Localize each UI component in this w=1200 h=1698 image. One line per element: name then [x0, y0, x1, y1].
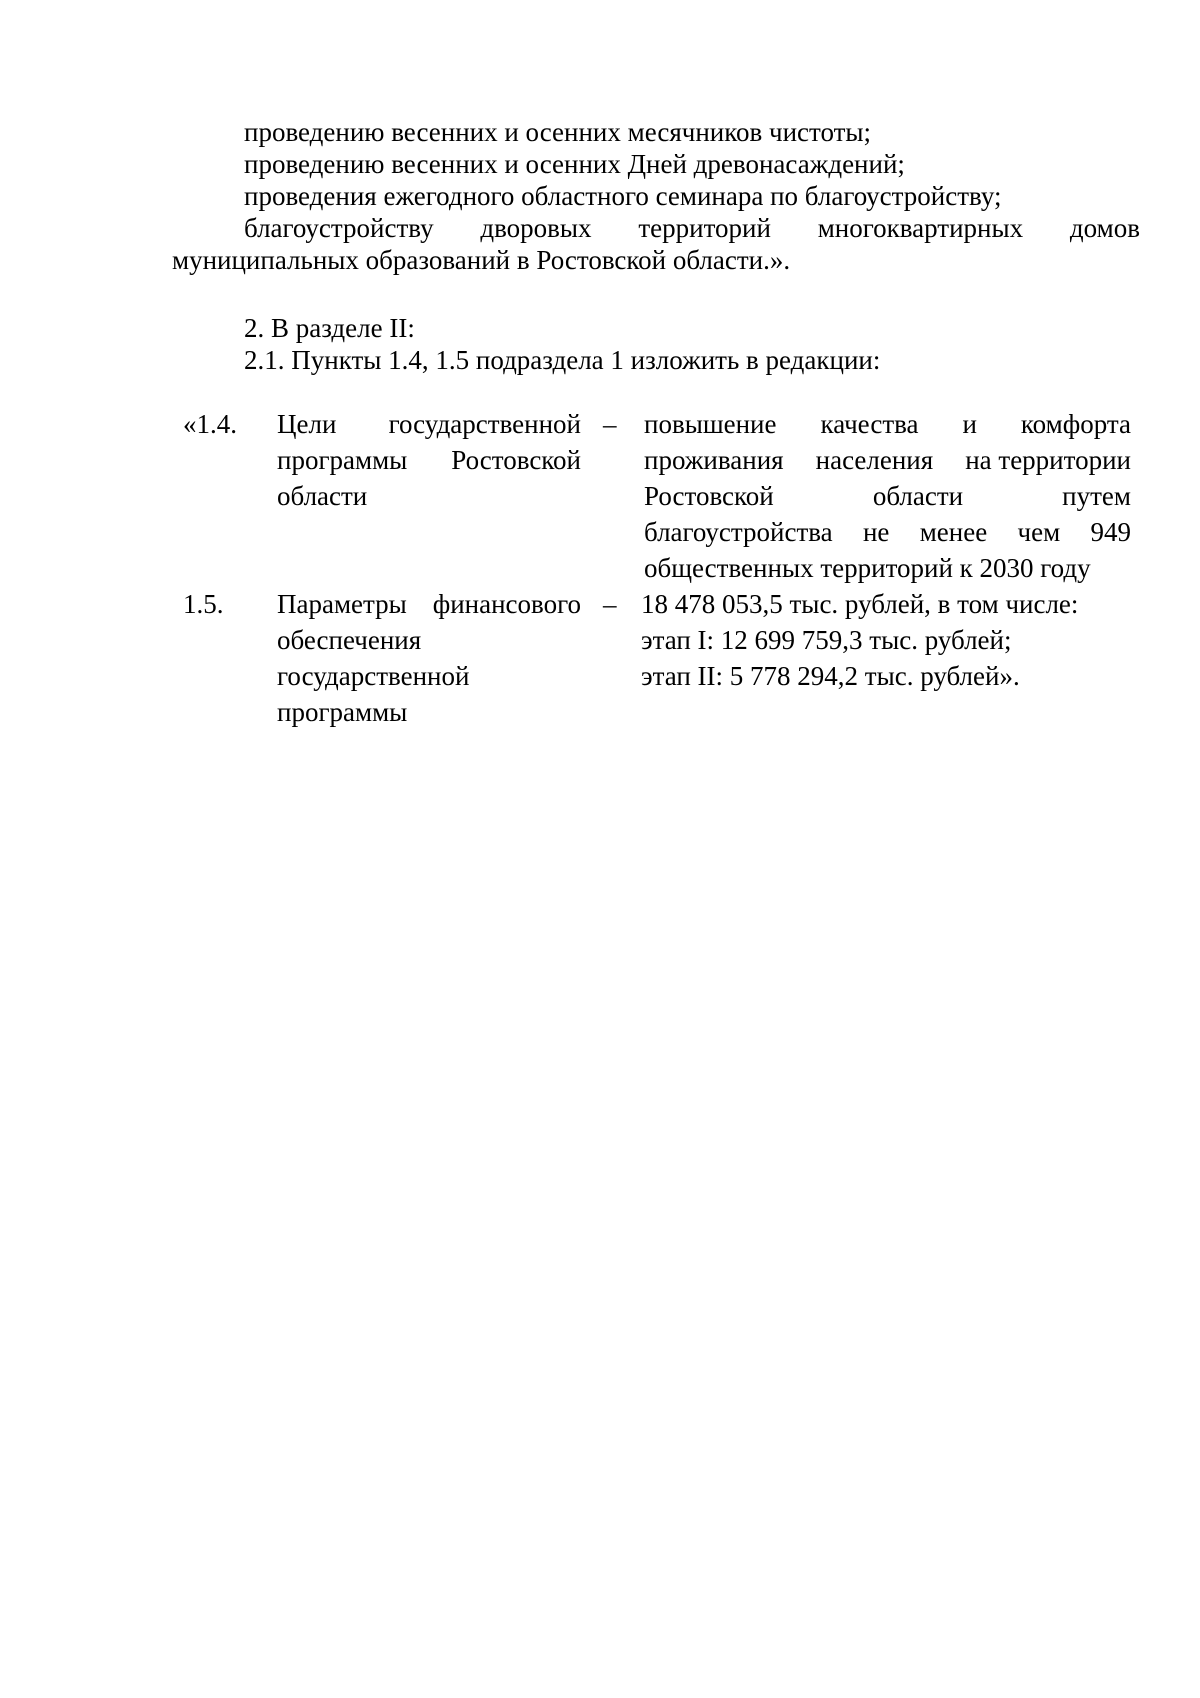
word: на территории	[965, 445, 1131, 475]
word: проживания	[644, 445, 784, 475]
word: качества	[820, 409, 919, 439]
list-item-seminar: проведения ежегодного областного семинара по благоустройству;	[244, 181, 1002, 211]
row-value-line2: этап I: 12 699 759,3 тыс. рублей;	[641, 625, 1012, 655]
word: благоустройства	[644, 517, 833, 547]
word: области	[872, 481, 964, 511]
word: путем	[1062, 481, 1131, 511]
row-value-line5: общественных территорий к 2030 году	[644, 553, 1091, 583]
row-value-line1	[644, 406, 1131, 442]
row-label-line1	[277, 586, 581, 622]
row-label-line3: области	[277, 481, 368, 511]
word: Цели	[277, 409, 337, 439]
word: дворовых	[480, 213, 592, 243]
row-number: «1.4.	[183, 409, 237, 439]
word: Ростовской	[451, 445, 581, 475]
row-dash: –	[603, 589, 617, 619]
word: многоквартирных	[817, 213, 1024, 243]
row-value-line1: 18 478 053,5 тыс. рублей, в том числе:	[641, 589, 1079, 619]
word: не	[862, 517, 890, 547]
list-item-cleanliness-months: проведению весенних и осенних месячников чистоты;	[244, 117, 872, 147]
word: территорий	[638, 213, 771, 243]
row-value-line4	[644, 514, 1131, 550]
word: программы	[277, 445, 408, 475]
row-value-line2	[644, 442, 1131, 478]
row-label-line2: обеспечения	[277, 625, 422, 655]
row-label-line2	[277, 442, 581, 478]
word: государственной	[388, 409, 581, 439]
word: комфорта	[1020, 409, 1131, 439]
row-label-line1	[277, 406, 581, 442]
section-heading: 2. В разделе II:	[244, 313, 415, 343]
word: Ростовской	[644, 481, 774, 511]
row-label-line3: государственной	[277, 661, 470, 691]
row-value-line3: этап II: 5 778 294,2 тыс. рублей».	[641, 661, 1020, 691]
word: домов	[1069, 213, 1140, 243]
row-number: 1.5.	[183, 589, 224, 619]
word: и	[962, 409, 977, 439]
list-item-courtyards-line2: муниципальных образований в Ростовской области.».	[172, 245, 791, 275]
word: населения	[815, 445, 934, 475]
word: финансового	[432, 589, 581, 619]
word: чем	[1017, 517, 1061, 547]
section-instruction: 2.1. Пункты 1.4, 1.5 подраздела 1 изложить в редакции:	[244, 345, 881, 375]
row-value-line3	[644, 478, 1131, 514]
word: Параметры	[277, 589, 407, 619]
word: благоустройству	[244, 213, 434, 243]
row-label-line4: программы	[277, 697, 408, 727]
word: менее	[919, 517, 988, 547]
list-item-tree-planting-days: проведению весенних и осенних Дней древонасаждений;	[244, 149, 905, 179]
row-dash: –	[603, 409, 617, 439]
list-item-courtyards-line1	[244, 212, 1140, 244]
word: повышение	[644, 409, 777, 439]
word: 949	[1090, 517, 1131, 547]
